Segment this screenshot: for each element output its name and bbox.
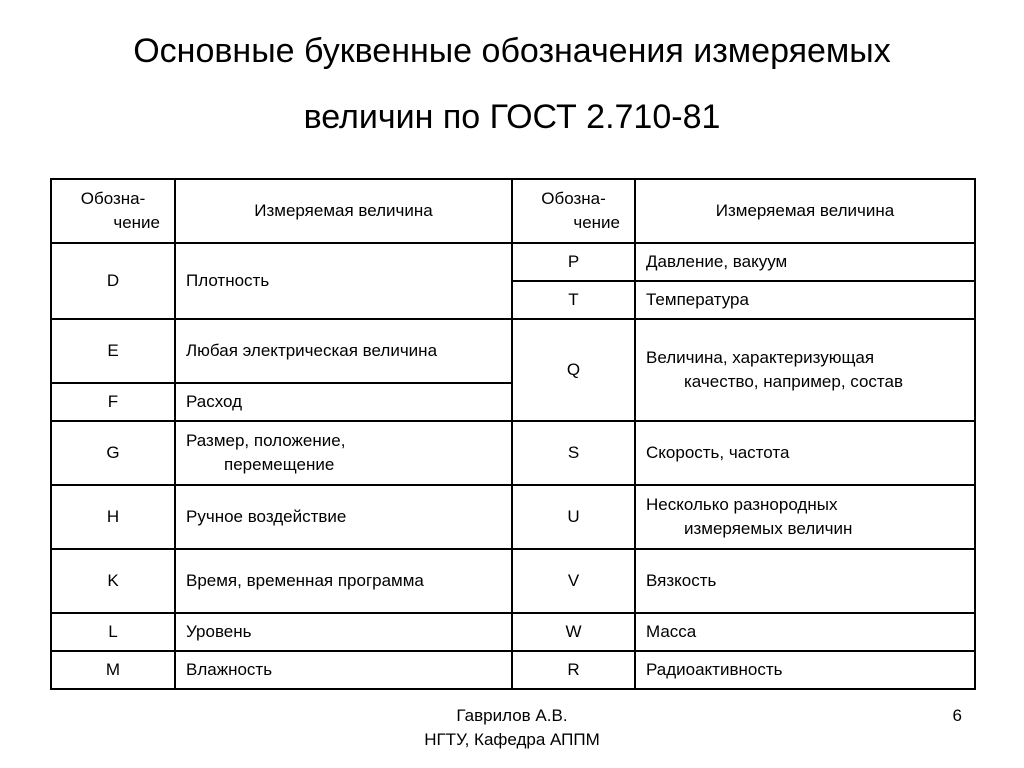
gost-symbols-table <box>50 178 976 690</box>
page-number: 6 <box>952 706 962 725</box>
code-cell: P <box>512 243 635 281</box>
code-cell: V <box>512 549 635 613</box>
quantity-cell: Размер, положение, перемещение <box>175 421 512 485</box>
quantity-cell: Вязкость <box>635 549 975 613</box>
quantity-cell: Ручное воздействие <box>175 485 512 549</box>
code-cell: T <box>512 281 635 319</box>
header-quantity-left: Измеряемая величина <box>175 179 512 243</box>
quantity-cell: Влажность <box>175 651 512 689</box>
quantity-cell: Несколько разнородных измеряемых величин <box>635 485 975 549</box>
quantity-cell: Давление, вакуум <box>635 243 975 281</box>
code-cell: Q <box>512 319 635 421</box>
quantity-cell: Расход <box>175 383 512 421</box>
code-cell: W <box>512 613 635 651</box>
code-cell: F <box>51 383 175 421</box>
quantity-cell: Величина, характеризующая качество, например, состав <box>635 319 975 421</box>
footer-author: Гаврилов А.В. <box>456 706 568 725</box>
slide-title-line1: Основные буквенные обозначения измеряемых <box>133 32 891 70</box>
table-row <box>51 549 975 613</box>
slide-title-line2: величин по ГОСТ 2.710-81 <box>303 98 721 136</box>
header-code-left: Обозна- чение <box>51 179 175 243</box>
code-cell: S <box>512 421 635 485</box>
quantity-cell: Масса <box>635 613 975 651</box>
table-row <box>51 421 975 485</box>
table-row <box>51 485 975 549</box>
quantity-cell: Скорость, частота <box>635 421 975 485</box>
code-cell: E <box>51 319 175 383</box>
table-header-row <box>51 179 975 243</box>
quantity-cell: Время, временная программа <box>175 549 512 613</box>
footer-affiliation: НГТУ, Кафедра АППМ <box>424 730 600 749</box>
code-cell: D <box>51 243 175 319</box>
table-row <box>51 613 975 651</box>
code-cell: M <box>51 651 175 689</box>
table-row <box>51 319 975 383</box>
header-code-right: Обозна- чение <box>512 179 635 243</box>
quantity-cell: Уровень <box>175 613 512 651</box>
code-cell: K <box>51 549 175 613</box>
slide-footer <box>0 704 1024 752</box>
quantity-cell: Температура <box>635 281 975 319</box>
code-cell: U <box>512 485 635 549</box>
slide-title <box>0 18 1024 150</box>
header-quantity-right: Измеряемая величина <box>635 179 975 243</box>
code-cell: L <box>51 613 175 651</box>
code-cell: R <box>512 651 635 689</box>
code-cell: H <box>51 485 175 549</box>
code-cell: G <box>51 421 175 485</box>
quantity-cell: Плотность <box>175 243 512 319</box>
table-row <box>51 651 975 689</box>
quantity-cell: Радиоактивность <box>635 651 975 689</box>
quantity-cell: Любая электрическая величина <box>175 319 512 383</box>
table-row <box>51 243 975 281</box>
